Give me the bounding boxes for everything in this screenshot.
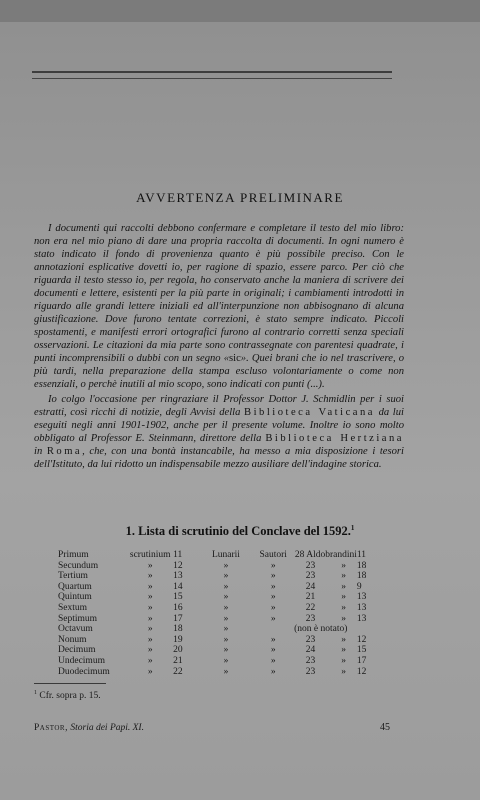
table-cell: 18 — [173, 624, 183, 635]
table-cell: » — [223, 602, 229, 613]
table-cell: » — [223, 571, 229, 582]
table-cell: 13 — [173, 571, 183, 582]
table-cell: » — [147, 645, 153, 656]
table-cell: 15 — [356, 645, 367, 656]
table-cell: 18 — [356, 571, 367, 582]
table-cell: » — [270, 666, 276, 677]
table-cell: » — [270, 655, 276, 666]
table-cell: Nonum — [58, 634, 87, 645]
table-cell: 13 — [356, 602, 367, 613]
table-cell: Tertium — [58, 571, 88, 582]
table-cell: » — [270, 581, 276, 592]
spaced-roma: Roma — [46, 446, 83, 457]
table-cell: 22 — [173, 666, 183, 677]
table-cell: » — [147, 634, 153, 645]
table-cell: 21 » — [305, 592, 347, 603]
table-cell: » — [223, 645, 229, 656]
table-cell: » — [223, 581, 229, 592]
preface-text — [34, 222, 404, 471]
table-row — [58, 656, 390, 667]
spaced-biblioteca-vaticana: Biblioteca Vaticana — [244, 407, 375, 418]
table-row — [58, 561, 390, 572]
table-cell: 24 » — [305, 645, 347, 656]
table-cell: 13 — [356, 592, 367, 603]
table-cell: » — [147, 560, 153, 571]
table-cell: 13 — [356, 613, 367, 624]
table-row — [58, 667, 390, 678]
table-cell: » — [270, 592, 276, 603]
section-heading: AVVERTENZA PRELIMINARE — [136, 190, 344, 205]
table-body — [58, 561, 390, 678]
table-cell: Quartum — [58, 581, 92, 592]
table-cell: » — [147, 581, 153, 592]
table-cell: » — [223, 613, 229, 624]
table-row — [58, 592, 390, 603]
table-cell: » — [270, 560, 276, 571]
table-cell: Decimum — [58, 645, 96, 656]
table-cell: 24 » — [305, 581, 347, 592]
list-title: 1. Lista di scrutinio del Conclave del 1592.$^1$ — [125, 524, 355, 539]
table-cell: » — [270, 634, 276, 645]
table-cell: 22 » — [305, 602, 347, 613]
page-number: 45 — [380, 722, 390, 733]
table-header-row: Primum scrutinium 11 Lunarii Sautori 28 Aldobrandini 11 — [58, 550, 367, 560]
table-cell: » — [147, 571, 153, 582]
table-cell: » — [223, 592, 229, 603]
table-cell: 23 » — [305, 655, 347, 666]
spaced-biblioteca-hertziana: Biblioteca Hertziana — [265, 433, 404, 444]
table-row — [58, 582, 390, 593]
table-row — [58, 614, 390, 625]
table-cell: 21 — [173, 655, 183, 666]
table-row — [58, 624, 390, 635]
table-cell: » — [270, 613, 276, 624]
table-cell: 23 » — [305, 560, 347, 571]
table-cell: 23 » — [305, 613, 347, 624]
table-cell: 12 — [356, 634, 367, 645]
paragraph-2: Io colgo l'occasione per ringraziare il Professor Dottor J. Schmidlin per i suoi estratti, così ricchi di notizie, degli Avvisi della Biblioteca Vaticana da lui eseguiti negli anni 1901-1902, anche per il presente volume. Inoltre io sono molto obbligato al Professor E. Steinmann, direttore della Biblioteca Hertziana in Roma, che, con una bontà instancabile, ha messo a mia disposizione i tesori dell'Istituto, da lui ridotto un indispensabile mezzo ausiliare dell'indagine storica. — [34, 394, 404, 470]
table-cell: » — [223, 560, 229, 571]
header-rule-bottom — [32, 78, 392, 79]
table-cell: Quintum — [58, 592, 92, 603]
table-cell: Undecimum — [58, 655, 105, 666]
table-cell: 17 — [356, 655, 367, 666]
table-cell: » — [223, 624, 229, 635]
table-cell: » — [270, 602, 276, 613]
table-cell: 16 — [173, 602, 183, 613]
table-row — [58, 571, 390, 582]
running-footer — [34, 723, 144, 733]
scrutiny-table — [58, 550, 390, 677]
table-cell: » — [147, 666, 153, 677]
table-cell: 23 » — [305, 634, 347, 645]
table-cell: 14 — [173, 581, 183, 592]
table-cell: » — [147, 592, 153, 603]
table-row — [58, 635, 390, 646]
scan-top-edge — [0, 0, 480, 22]
table-cell: 17 — [173, 613, 183, 624]
footnote-ref: 1 — [350, 524, 355, 532]
table-cell: » — [223, 634, 229, 645]
table-cell: Sextum — [58, 602, 88, 613]
table-cell: 23 » — [305, 571, 347, 582]
table-cell: » — [270, 645, 276, 656]
footnote: $^1$ Cfr. sopra p. 15. — [34, 690, 101, 702]
table-cell: » — [223, 666, 229, 677]
sic-word: sic — [229, 353, 241, 364]
table-cell: » — [270, 571, 276, 582]
table-cell: » — [147, 655, 153, 666]
header-rule-top — [32, 71, 392, 73]
table-cell: Septimum — [58, 613, 98, 624]
table-cell: » — [147, 624, 153, 635]
table-row — [58, 645, 390, 656]
footer-title: Storia dei Papi. XI. — [70, 723, 144, 733]
table-cell: 12 — [173, 560, 183, 571]
table-cell: » — [147, 602, 153, 613]
footnote-rule — [34, 683, 106, 684]
table-cell: 19 — [173, 634, 183, 645]
table-cell: 18 — [356, 560, 367, 571]
table-cell: Secundum — [58, 560, 99, 571]
table-cell: 9 — [356, 581, 362, 592]
table-cell: Duodecimum — [58, 666, 110, 677]
table-cell: » — [147, 613, 153, 624]
table-cell: » — [223, 655, 229, 666]
table-cell: 12 — [356, 666, 367, 677]
table-cell: 23 » — [305, 666, 347, 677]
table-cell: Octavum — [58, 624, 93, 635]
paragraph-1: I documenti qui raccolti debbono confermare e completare il testo del mio libro: non era nel mio piano di dare una propria raccolta di documenti. In ogni numero è stato indicato il fondo di provenienza quanto è più possibile preciso. Con le annotazioni esplicative dovetti io, per ragione di spazio, essere parco. Per ciò che riguarda il testo stesso io, per regola, ho conservato anche la maniera di scrivere dei documenti e lettere, esistenti per la più parte in originali; i cambiamenti introdotti in riguardo alle grandi lettere iniziali ed all'interpunzione non abbisognano di alcuna giustificazione. Dove furono tentate correzioni, è stato sempre indicato. Piccoli spostamenti, e manifesti errori ortografici furono al contrario corretti senza speciali osservazioni. Le citazioni da mia parte sono contrassegnate con parentesi quadrate, i punti incomprensibili o dubbi con un segno «sic». Quei brani che io nel trascrivere, o più tardi, nella preparazione della stampa escluso volontariamente o come non essenziali, o perchè inutili al mio scopo, sono indicati con punti (...). — [34, 223, 404, 390]
table-cell: (non è notato) — [294, 624, 348, 635]
table-row — [58, 603, 390, 614]
table-cell: 20 — [173, 645, 183, 656]
footer-author: Pastor, — [34, 723, 68, 733]
table-cell: 15 — [173, 592, 183, 603]
